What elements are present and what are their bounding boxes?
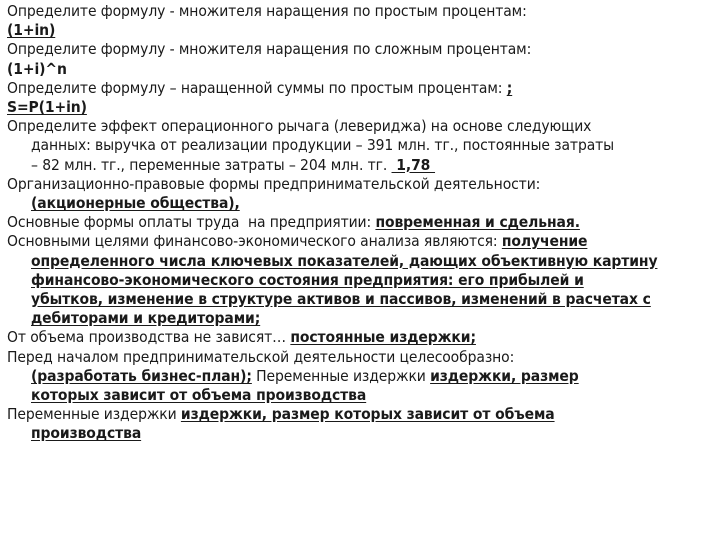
question-4-text-3: – 82 млн. тг., переменные затраты – 204 млн. тг. bbox=[31, 155, 392, 174]
question-4-text-2: данных: выручка от реализации продукции – 391 млн. тг., постоянные затраты bbox=[31, 136, 615, 155]
question-9 bbox=[7, 348, 715, 367]
question-4-line-2 bbox=[7, 136, 715, 155]
question-2 bbox=[7, 40, 715, 59]
question-2-text: Определите формулу - множителя наращения по сложным процентам: bbox=[7, 40, 532, 59]
answer-7-text-2: определенного числа ключевых показателей, дающих объективную картину bbox=[31, 251, 658, 270]
question-6 bbox=[7, 213, 715, 232]
answer-7-line-5 bbox=[7, 309, 715, 328]
answer-10-text-2: производства bbox=[31, 424, 142, 443]
question-1-text: Определите формулу - множителя наращения по простым процентам: bbox=[7, 2, 527, 20]
question-1 bbox=[7, 2, 715, 21]
answer-3-text: S=P(1+in) bbox=[7, 98, 87, 117]
answer-7-text-3: финансово-экономического состояния предприятия: его прибылей и bbox=[31, 270, 584, 289]
question-9-tail-text: Переменные издержки bbox=[251, 366, 431, 385]
question-7-text: Основными целями финансово-экономического анализа являются: bbox=[7, 232, 502, 251]
answer-7-line-2 bbox=[7, 252, 715, 271]
answer-10-text-1: издержки, размер которых зависит от объема bbox=[180, 405, 555, 424]
answer-9-line-1 bbox=[7, 367, 715, 386]
answer-5 bbox=[7, 194, 715, 213]
answer-2 bbox=[7, 60, 715, 79]
answer-5-text: (акционерные общества), bbox=[31, 194, 240, 213]
question-3-text: Определите формулу – наращенной суммы по простым процентам: bbox=[7, 78, 507, 97]
answer-7-text-5: дебиторами и кредиторами; bbox=[31, 309, 261, 328]
answer-4-text: 1,78 bbox=[391, 155, 436, 174]
question-10 bbox=[7, 405, 715, 424]
answer-6-text: повременная и сдельная. bbox=[375, 213, 580, 232]
question-9-text: Перед началом предпринимательской деятельности целесообразно: bbox=[7, 347, 515, 366]
answer-7-line-4 bbox=[7, 290, 715, 309]
answer-2-text: (1+i)^n bbox=[7, 59, 67, 78]
answer-7-line-3 bbox=[7, 271, 715, 290]
question-8-text: От объема производства не зависят… bbox=[7, 328, 291, 347]
answer-9-line-2 bbox=[7, 386, 715, 405]
answer-9-tail-text-2: которых зависит от объема производства bbox=[31, 386, 367, 405]
question-6-text: Основные формы оплаты труда на предприятии: bbox=[7, 213, 376, 232]
question-5 bbox=[7, 175, 715, 194]
question-4-text-1: Определите эффект операционного рычага (левериджа) на основе следующих bbox=[7, 117, 592, 136]
answer-1-text: (1+in) bbox=[7, 21, 56, 40]
answer-9-tail-text-1: издержки, размер bbox=[430, 366, 579, 385]
answer-9-text: (разработать бизнес-план); bbox=[31, 366, 252, 385]
answer-8-text: постоянные издержки; bbox=[290, 328, 476, 347]
question-3-marker: ; bbox=[506, 78, 513, 97]
question-10-text: Переменные издержки bbox=[7, 405, 181, 424]
answer-7-text-1: получение bbox=[501, 232, 588, 251]
answer-1 bbox=[7, 21, 715, 40]
answer-3 bbox=[7, 98, 715, 117]
question-8 bbox=[7, 328, 715, 347]
document-page bbox=[7, 2, 715, 444]
answer-10-line-2 bbox=[7, 424, 715, 443]
question-5-text: Организационно-правовые формы предпринимательской деятельности: bbox=[7, 174, 541, 193]
question-3 bbox=[7, 79, 715, 98]
question-7 bbox=[7, 232, 715, 251]
question-4-line-3 bbox=[7, 156, 715, 175]
question-4-line-1 bbox=[7, 117, 715, 136]
answer-7-text-4: убытков, изменение в структуре активов и пассивов, изменений в расчетах с bbox=[31, 290, 651, 309]
